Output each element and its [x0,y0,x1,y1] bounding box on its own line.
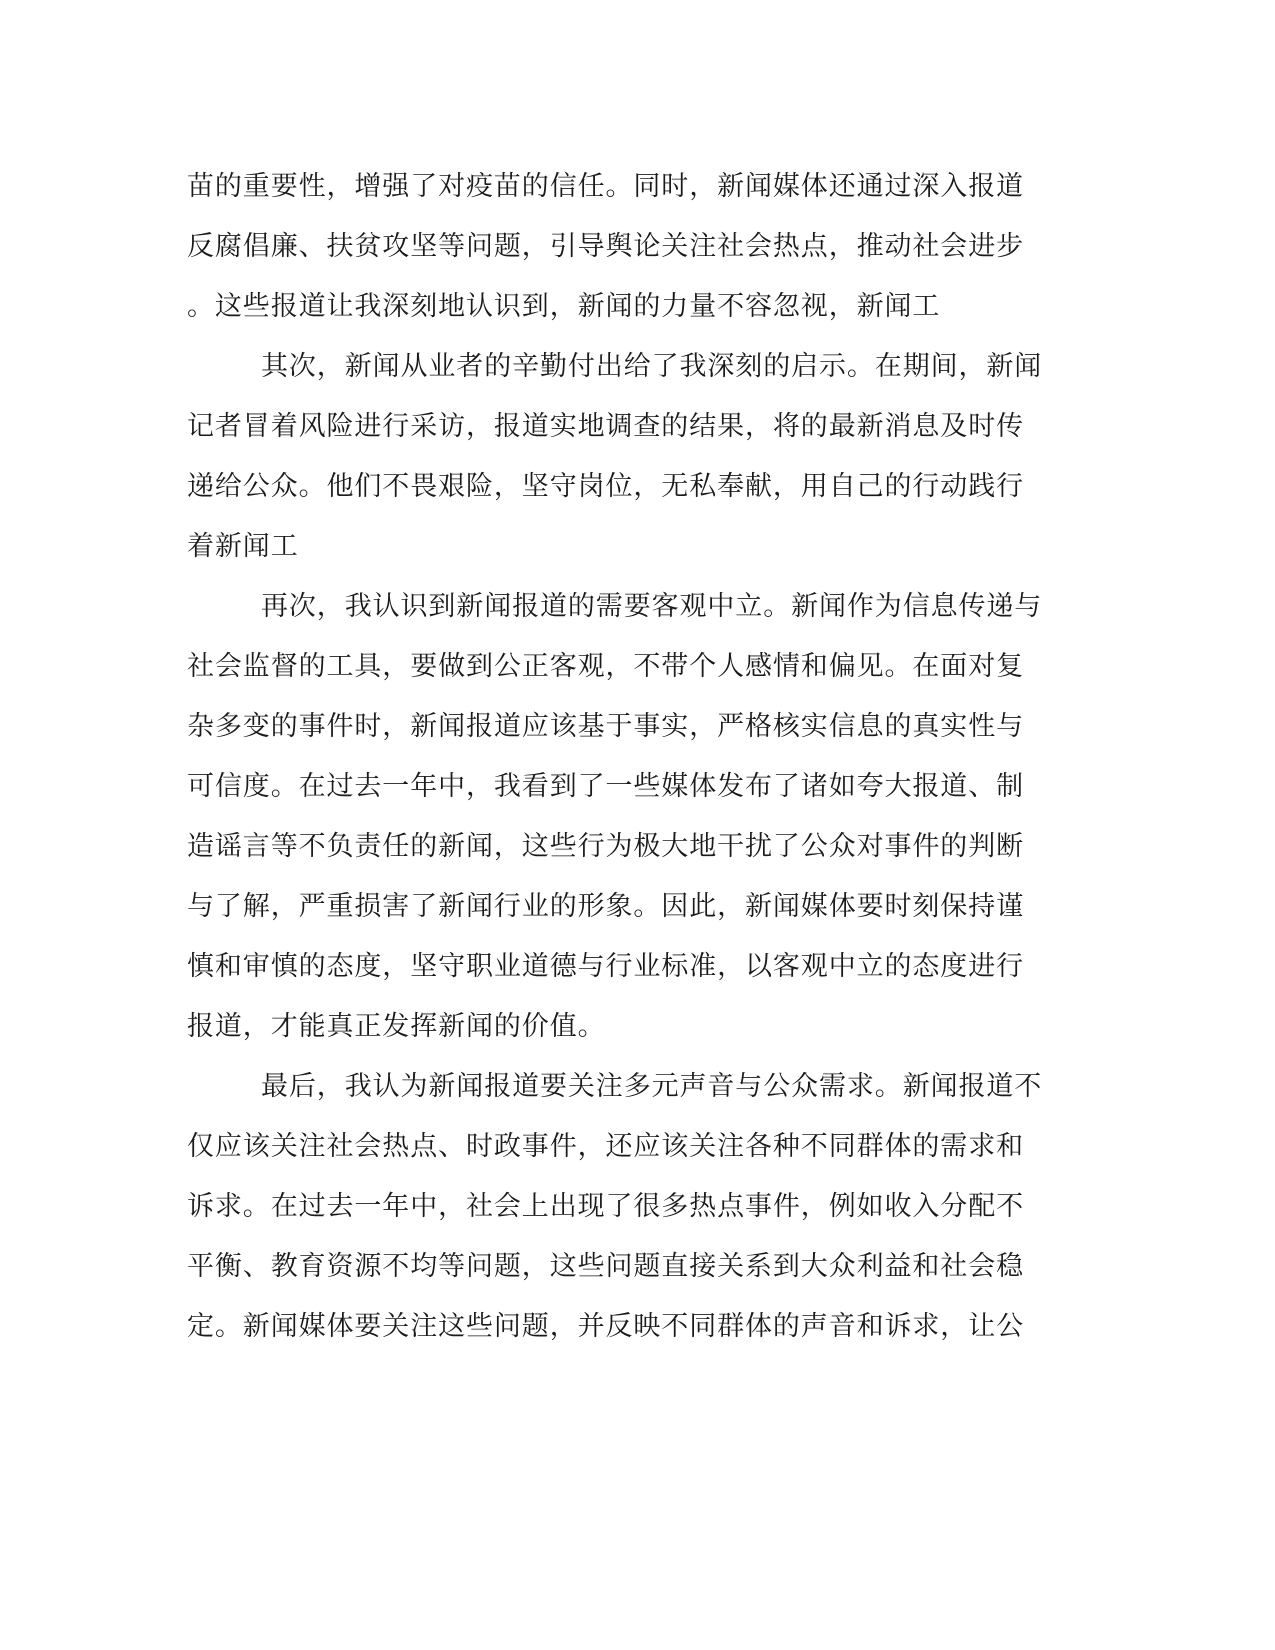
text-line: 定。新闻媒体要关注这些问题，并反映不同群体的声音和诉求，让公 [187,1311,1024,1342]
text-line: 诉求。在过去一年中，社会上出现了很多热点事件，例如收入分配不 [187,1191,1024,1222]
text-line: 慎和审慎的态度，坚守职业道德与行业标准，以客观中立的态度进行 [187,951,1024,982]
text-line: 杂多变的事件时，新闻报道应该基于事实，严格核实信息的真实性与 [187,711,1024,742]
text-line: 可信度。在过去一年中，我看到了一些媒体发布了诸如夸大报道、制 [187,771,1024,802]
paragraph-first-line: 最后，我认为新闻报道要关注多元声音与公众需求。新闻报道不 [261,1071,1043,1102]
text-line: 着新闻工 [187,531,299,562]
text-line: 社会监督的工具，要做到公正客观，不带个人感情和偏见。在面对复 [187,651,1024,682]
text-line: 与了解，严重损害了新闻行业的形象。因此，新闻媒体要时刻保持谨 [187,891,1024,922]
text-line: 造谣言等不负责任的新闻，这些行为极大地干扰了公众对事件的判断 [187,831,1024,862]
text-line: 平衡、教育资源不均等问题，这些问题直接关系到大众利益和社会稳 [187,1251,1024,1282]
paragraph-first-line: 其次，新闻从业者的辛勤付出给了我深刻的启示。在期间，新闻 [261,351,1043,382]
text-line: 报道，才能真正发挥新闻的价值。 [187,1011,606,1042]
body-text [187,157,1067,1357]
text-line: 苗的重要性，增强了对疫苗的信任。同时，新闻媒体还通过深入报道 [187,171,1024,202]
text-line: 递给公众。他们不畏艰险，坚守岗位，无私奉献，用自己的行动践行 [187,471,1024,502]
paragraph-first-line: 再次，我认识到新闻报道的需要客观中立。新闻作为信息传递与 [261,591,1043,622]
text-line: 仅应该关注社会热点、时政事件，还应该关注各种不同群体的需求和 [187,1131,1024,1162]
text-line: 。这些报道让我深刻地认识到，新闻的力量不容忽视，新闻工 [187,291,941,322]
text-line: 记者冒着风险进行采访，报道实地调查的结果，将的最新消息及时传 [187,411,1024,442]
text-line: 反腐倡廉、扶贫攻坚等问题，引导舆论关注社会热点，推动社会进步 [187,231,1024,262]
